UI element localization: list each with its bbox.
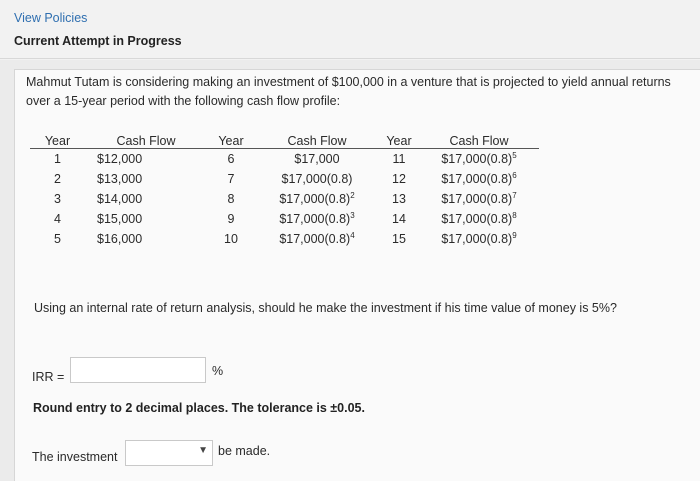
year-cell: 12 (392, 172, 406, 186)
investment-label: The investment (32, 450, 118, 464)
cash-flow-value: $15,000 (97, 212, 143, 226)
chevron-down-icon: ▼ (198, 445, 208, 456)
header-year-3: Year (379, 130, 419, 149)
table-row (30, 209, 539, 229)
table-row (30, 189, 539, 209)
exponent: 3 (350, 210, 355, 220)
cash-flow-value: $17,000(0.8) (441, 232, 513, 246)
exponent: 8 (512, 210, 517, 220)
cash-flow-value: $13,000 (97, 172, 143, 186)
exponent: 7 (512, 190, 517, 200)
cash-flow-value: $17,000 (294, 152, 340, 166)
table-header-row (30, 130, 539, 149)
cash-flow-cell (419, 149, 539, 170)
problem-statement: Mahmut Tutam is considering making an investment of $100,000 in a venture that is projected to yield annual returns over a 15-year period with the following cash flow profile: (26, 75, 671, 108)
cash-flow-value: $17,000(0.8) (279, 212, 351, 226)
cash-flow-cell (419, 209, 539, 229)
cash-flow-value: $17,000(0.8) (441, 192, 513, 206)
year-cell: 8 (227, 192, 235, 206)
cash-flow-cell (255, 169, 379, 189)
exponent: 4 (350, 230, 355, 240)
cash-flow-table (30, 130, 539, 249)
year-cell: 7 (227, 172, 235, 186)
cash-flow-cell (419, 169, 539, 189)
table-row (30, 149, 539, 170)
cash-flow-cell (85, 209, 207, 229)
year-cell: 14 (392, 212, 406, 226)
cash-flow-value: $17,000(0.8) (441, 172, 513, 186)
cash-flow-cell (419, 189, 539, 209)
attempt-status: Current Attempt in Progress (14, 34, 182, 48)
cash-flow-value: $17,000(0.8) (279, 232, 351, 246)
cash-flow-cell (255, 189, 379, 209)
cash-flow-value: $17,000(0.8) (441, 152, 513, 166)
exponent: 9 (512, 230, 517, 240)
investment-select[interactable] (125, 440, 213, 466)
header-year-1: Year (30, 130, 85, 149)
year-cell: 3 (54, 192, 61, 206)
cash-flow-cell (85, 149, 207, 170)
cash-flow-value: $12,000 (97, 152, 143, 166)
cash-flow-value: $14,000 (97, 192, 143, 206)
cash-flow-cell (85, 169, 207, 189)
rounding-note: Round entry to 2 decimal places. The tolerance is ±0.05. (33, 401, 365, 415)
investment-suffix: be made. (218, 444, 271, 458)
cash-flow-cell (85, 229, 207, 249)
exponent: 2 (350, 190, 355, 200)
cash-flow-value: $17,000(0.8) (279, 192, 351, 206)
cash-flow-value: $17,000(0.8) (281, 172, 353, 186)
header-year-2: Year (207, 130, 255, 149)
view-policies-link[interactable]: View Policies (14, 11, 88, 25)
table-row (30, 169, 539, 189)
cash-flow-cell (85, 189, 207, 209)
cash-flow-value: $16,000 (97, 232, 143, 246)
year-cell: 1 (54, 152, 61, 166)
year-cell: 2 (54, 172, 61, 186)
header-cash-flow-3: Cash Flow (419, 130, 539, 149)
header-cash-flow-2: Cash Flow (255, 130, 379, 149)
year-cell: 10 (224, 232, 238, 246)
cash-flow-cell (255, 229, 379, 249)
cash-flow-cell (419, 229, 539, 249)
header-cash-flow-1: Cash Flow (85, 130, 207, 149)
exponent: 5 (512, 150, 517, 160)
question-text: Using an internal rate of return analysis, should he make the investment if his time value of money is 5%? (34, 301, 617, 315)
divider (0, 58, 700, 59)
year-cell: 9 (227, 212, 235, 226)
irr-input[interactable] (70, 357, 206, 383)
year-cell: 13 (392, 192, 406, 206)
year-cell: 4 (54, 212, 61, 226)
cash-flow-value: $17,000(0.8) (441, 212, 513, 226)
cash-flow-cell (255, 209, 379, 229)
year-cell: 5 (54, 232, 61, 246)
table-row (30, 229, 539, 249)
header-bar (0, 0, 700, 60)
irr-label: IRR = (32, 370, 65, 384)
year-cell: 11 (392, 152, 406, 166)
exponent: 6 (512, 170, 517, 180)
year-cell: 15 (392, 232, 406, 246)
year-cell: 6 (227, 152, 235, 166)
percent-unit: % (212, 364, 224, 378)
cash-flow-cell (255, 149, 379, 170)
